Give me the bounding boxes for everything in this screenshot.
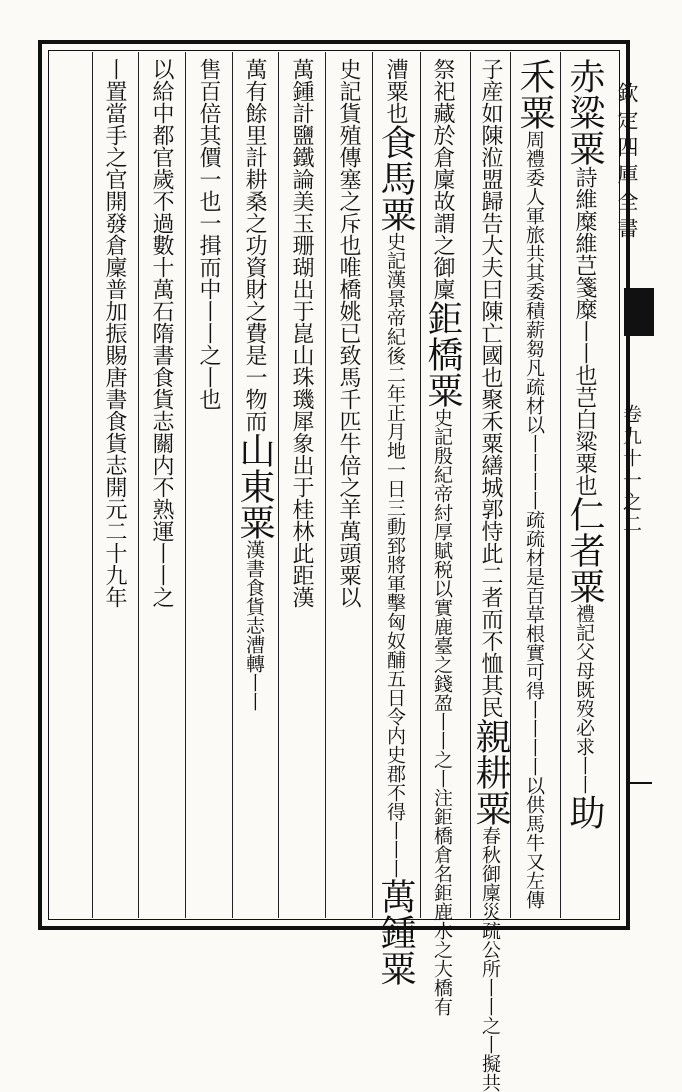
entry-heading: 助 xyxy=(564,794,605,830)
column-rule xyxy=(232,52,233,918)
column-rule xyxy=(138,52,139,918)
text-column xyxy=(470,58,511,1092)
annotation-text: 周禮委人軍旅共其委積薪芻凡疏材以丨丨丨丨疏疏材是百草根實可得丨丨丨丨以供馬牛又左傳 xyxy=(523,130,545,909)
column-rule xyxy=(420,52,421,918)
text-column xyxy=(102,58,132,608)
text-column xyxy=(514,58,555,909)
entry-heading: 鉅橋粟 xyxy=(422,300,463,408)
entry-heading: 食馬粟 xyxy=(375,124,416,232)
body-text: 丨丨也芑白粱粟也 xyxy=(572,320,597,496)
body-text: 祭祀藏於倉廩故謂之御廩 xyxy=(430,58,455,300)
entry-heading: 赤粱粟 xyxy=(564,58,605,166)
body-text: 史記貨殖傳塞之斥也唯橋姚已致馬千匹牛倍之羊萬頭粟以 xyxy=(336,58,361,608)
book-title: 欽定四庫全書 xyxy=(615,82,639,244)
body-text: 以給中都官歲不過數十萬石隋書食貨志關内不熟運丨丨之 xyxy=(149,58,174,608)
column-rule xyxy=(325,52,326,918)
entry-heading: 仁者粟 xyxy=(564,496,605,604)
text-column xyxy=(289,58,319,608)
column-rule xyxy=(560,52,561,918)
volume-label: 卷九十一之二 xyxy=(620,404,642,536)
body-text: 丨置當手之官開發倉廩普加振賜唐書食貨志開元二十九年 xyxy=(102,58,127,608)
text-column xyxy=(149,58,179,608)
margin-tick xyxy=(628,782,652,784)
body-text: 售百倍其價一也一揖而中丨丨之丨也 xyxy=(196,58,221,410)
annotation-text: 史記殷紀帝紂厚賦税以實鹿臺之錢盈丨丨之丨注鉅橋倉名鉅鹿水之大橋有 xyxy=(431,408,453,1016)
text-column xyxy=(336,58,366,608)
text-column xyxy=(422,58,463,1016)
entry-heading: 山東粟 xyxy=(234,432,275,540)
entry-heading: 禾粟 xyxy=(514,58,555,130)
column-rule xyxy=(185,52,186,918)
body-text: 萬鍾計鹽鐵論美玉珊瑚出于崑山珠璣犀象出于桂林此距漢 xyxy=(289,58,314,608)
column-rule xyxy=(278,52,279,918)
body-text: 子産如陳涖盟歸告大夫曰陳亡國也聚禾粟繕城郭恃此二者而不恤其民 xyxy=(478,58,503,718)
body-text: 詩維糜維芑箋糜 xyxy=(572,166,597,320)
text-column xyxy=(564,58,605,830)
entry-heading: 萬鍾粟 xyxy=(375,878,416,986)
body-text: 漕粟也 xyxy=(383,58,408,124)
annotation-text: 春秋御廩災疏公所丨丨之丨擬共 xyxy=(479,826,501,1092)
text-column xyxy=(375,58,416,986)
annotation-text: 史記漢景帝紀後二年正月地一日三動郅將軍擊匈奴酺五日令内史郡不得丨丨丨 xyxy=(384,232,406,878)
text-column xyxy=(196,58,226,410)
annotation-text: 漢書食貨志漕轉丨丨 xyxy=(243,540,265,711)
fishtail-mark xyxy=(624,288,654,336)
entry-heading: 親耕粟 xyxy=(470,718,511,826)
annotation-text: 禮記父母既歿必求丨丨 xyxy=(573,604,595,794)
body-text: 萬有餘里計耕桑之功資財之費是一物而 xyxy=(242,58,267,432)
column-rule xyxy=(92,52,93,918)
column-rule xyxy=(372,52,373,918)
text-column xyxy=(234,58,275,711)
